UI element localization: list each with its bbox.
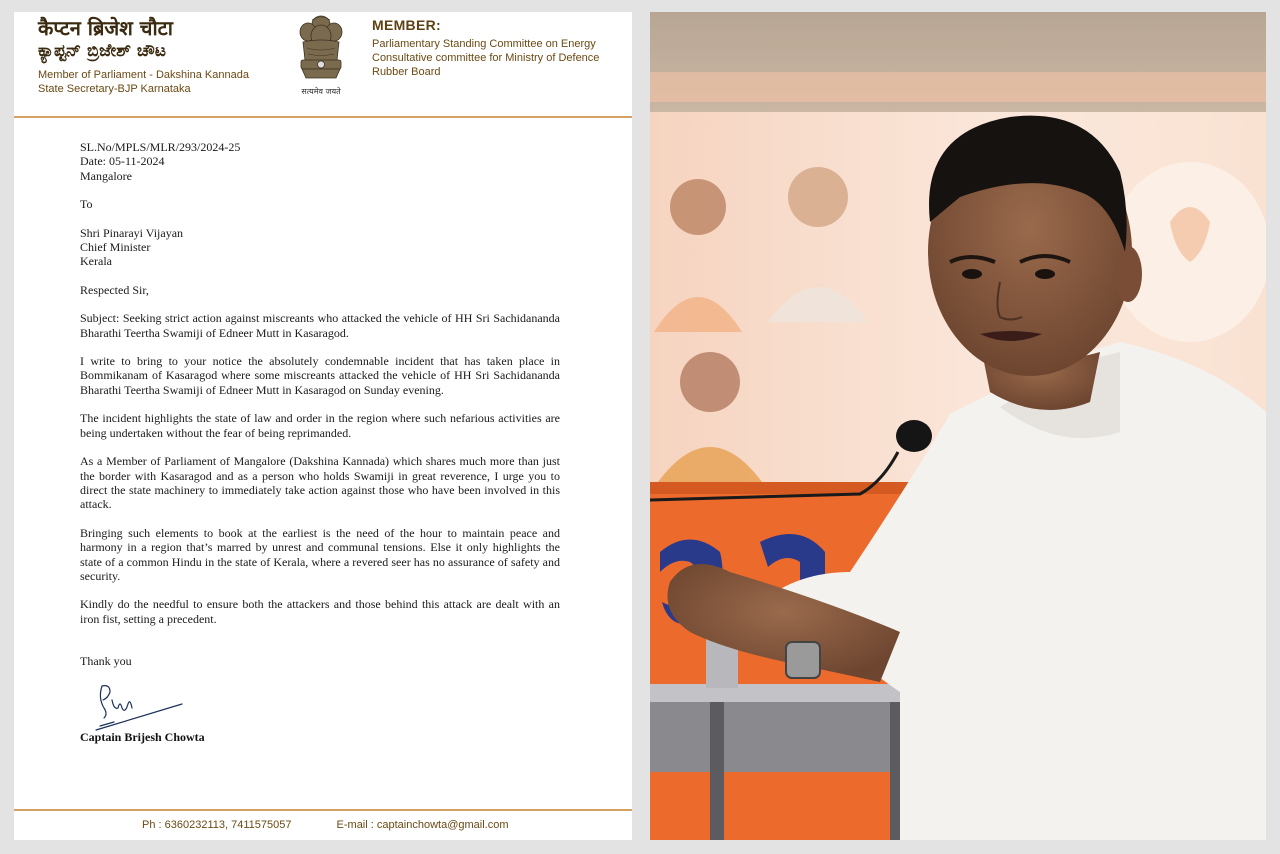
letter-date: Date: 05-11-2024	[80, 154, 165, 169]
recipient-title: Chief Minister	[80, 240, 151, 255]
recipient-name: Shri Pinarayi Vijayan	[80, 225, 184, 240]
name-kannada: ಕ್ಯಾಪ್ಟನ್ ಬ್ರಿಜೇಶ್ ಚೌಟ	[38, 41, 166, 61]
letterhead-left	[38, 16, 249, 96]
letter-document	[14, 12, 632, 840]
footer-divider	[14, 809, 632, 811]
emblem-motto: सत्यमेव जयते	[301, 87, 341, 96]
subject-paragraph: Subject: Seeking strict action against miscreants who attacked the vehicle of HH Sri Sachidananda Bharathi Teertha Swamiji of Edneer Mutt in Kasaragod.	[80, 311, 560, 340]
letter-body	[80, 140, 560, 669]
letterhead-divider	[14, 116, 632, 118]
body-paragraph: As a Member of Parliament of Mangalore (Dakshina Kannada) which shares much more than just the border with Kasaragod and as a person who holds Swamiji in great reverence, I urge you to direct the state machinery to immediately take action against those who have been involved in this attack.	[80, 454, 560, 512]
contact-footer	[142, 819, 508, 831]
party-role: State Secretary-BJP Karnataka	[38, 83, 191, 95]
designation: Member of Parliament - Dakshina Kannada	[38, 69, 249, 81]
closing: Thank you	[80, 654, 132, 669]
reference-number: SL.No/MPLS/MLR/293/2024-25	[80, 140, 241, 154]
salutation: Respected Sir,	[80, 282, 149, 297]
signer-name: Captain Brijesh Chowta	[80, 730, 205, 744]
speaker-photo	[650, 12, 1266, 840]
membership-item: Parliamentary Standing Committee on Energy	[372, 38, 596, 50]
speaker-photo-illustration	[650, 12, 1266, 840]
recipient-state: Kerala	[80, 254, 112, 269]
member-heading: MEMBER:	[372, 17, 441, 33]
body-paragraph: Bringing such elements to book at the earliest is the need of the hour to maintain peace and harmony in a region that’s marred by unrest and communal tensions. Else it only highlights the state of a common Hindu in the state of Kerala, where a revered seer has no assurance of safety and security.	[80, 525, 560, 583]
signature-icon	[94, 678, 194, 738]
body-paragraph: I write to bring to your notice the absolutely condemnable incident that has taken place in Bommikanam of Kasaragod where some miscreants attacked the vehicle of HH Sri Sachidananda Bharathi Teertha Swamiji of Edneer Mutt in Kasaragod on Sunday evening.	[80, 354, 560, 397]
to-label: To	[80, 197, 93, 212]
letter-place: Mangalore	[80, 168, 132, 183]
name-hindi: कैप्टन ब्रिजेश चौटा	[38, 16, 173, 40]
email-address: E-mail : captainchowta@gmail.com	[336, 819, 509, 831]
phone-numbers: Ph : 6360232113, 7411575057	[142, 819, 292, 831]
letterhead-right	[372, 16, 599, 79]
membership-item: Consultative committee for Ministry of Defence	[372, 52, 600, 64]
body-paragraph: The incident highlights the state of law and order in the region where such nefarious activities are being undertaken without the fear of being reprimanded.	[80, 411, 560, 440]
membership-item: Rubber Board	[372, 66, 441, 78]
body-paragraph: Kindly do the needful to ensure both the attackers and those behind this attack are dealt with an iron fist, setting a precedent.	[80, 597, 560, 626]
